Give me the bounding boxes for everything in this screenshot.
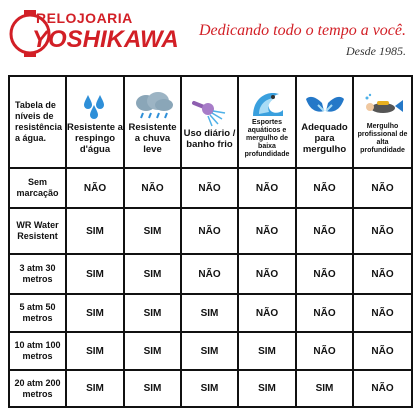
table-cell: SIM xyxy=(124,370,181,407)
table-cell: NÃO xyxy=(124,168,181,208)
table-cell: NÃO xyxy=(296,208,353,254)
table-cell: NÃO xyxy=(66,168,124,208)
table-cell: NÃO xyxy=(353,370,412,407)
header xyxy=(0,0,420,74)
table-cell: NÃO xyxy=(238,168,296,208)
water-resistance-table xyxy=(8,75,413,408)
table-cell: NÃO xyxy=(181,168,238,208)
column-label: Uso diário / banho frio xyxy=(183,127,236,150)
row-header: Sem marcação xyxy=(9,168,66,208)
column-header xyxy=(296,76,353,168)
column-label: Esportes aquáticos e mergulho de baixa profundidade xyxy=(244,118,290,158)
table-cell: NÃO xyxy=(296,332,353,370)
row-header: WR Water Resistent xyxy=(9,208,66,254)
table-row xyxy=(9,208,412,254)
table-cell: NÃO xyxy=(353,254,412,294)
since-text: Desde 1985. xyxy=(346,44,406,58)
table-cell: NÃO xyxy=(353,168,412,208)
scuba-diver-icon xyxy=(361,92,405,122)
table-cell: SIM xyxy=(66,294,124,332)
logo-top-text: RELOJOARIA xyxy=(36,10,133,26)
table-cell: NÃO xyxy=(353,332,412,370)
table-cell: NÃO xyxy=(181,254,238,294)
column-label: Resistente a respingo d'água xyxy=(67,122,123,155)
row-header: 20 atm 200 metros xyxy=(9,370,66,407)
table-cell: NÃO xyxy=(296,254,353,294)
column-label: Adequado para mergulho xyxy=(301,122,348,155)
table-corner-label: Tabela de níveis de resistência a água. xyxy=(9,76,66,168)
table-cell: NÃO xyxy=(296,168,353,208)
tagline: Dedicando todo o tempo a você. xyxy=(198,22,406,39)
column-header xyxy=(353,76,412,168)
header-row xyxy=(9,76,412,168)
table-cell: SIM xyxy=(66,370,124,407)
table-cell: SIM xyxy=(66,208,124,254)
table-cell: SIM xyxy=(124,254,181,294)
table-cell: SIM xyxy=(124,208,181,254)
table-cell: NÃO xyxy=(181,208,238,254)
rain-cloud-icon xyxy=(130,91,176,121)
table-cell: NÃO xyxy=(353,208,412,254)
table-cell: SIM xyxy=(181,332,238,370)
column-label: Mergulho profissional de alta profundidade xyxy=(357,122,408,154)
logo-main-text: YOSHIKAWA xyxy=(32,26,179,53)
table-cell: SIM xyxy=(181,370,238,407)
table-row xyxy=(9,254,412,294)
brand-logo xyxy=(6,4,179,64)
diving-fins-icon xyxy=(302,91,348,121)
table-cell: SIM xyxy=(181,294,238,332)
table-row xyxy=(9,370,412,407)
table-cell: NÃO xyxy=(296,294,353,332)
row-header: 5 atm 50 metros xyxy=(9,294,66,332)
table-row xyxy=(9,168,412,208)
table-cell: SIM xyxy=(66,332,124,370)
column-label: Resistente a chuva leve xyxy=(128,122,177,155)
table-cell: NÃO xyxy=(238,208,296,254)
table-cell: SIM xyxy=(124,332,181,370)
column-header xyxy=(124,76,181,168)
table-cell: NÃO xyxy=(238,294,296,332)
column-header xyxy=(181,76,238,168)
shower-icon xyxy=(190,97,230,127)
table-cell: SIM xyxy=(66,254,124,294)
table-cell: NÃO xyxy=(238,254,296,294)
table-cell: NÃO xyxy=(353,294,412,332)
table-cell: SIM xyxy=(238,370,296,407)
table-row xyxy=(9,294,412,332)
table-cell: SIM xyxy=(124,294,181,332)
column-header xyxy=(238,76,296,168)
table-cell: SIM xyxy=(238,332,296,370)
column-header xyxy=(66,76,124,168)
table-row xyxy=(9,332,412,370)
wave-surfer-icon xyxy=(249,88,285,118)
row-header: 10 atm 100 metros xyxy=(9,332,66,370)
row-header: 3 atm 30 metros xyxy=(9,254,66,294)
table-cell: SIM xyxy=(296,370,353,407)
water-drops-icon xyxy=(80,91,110,121)
